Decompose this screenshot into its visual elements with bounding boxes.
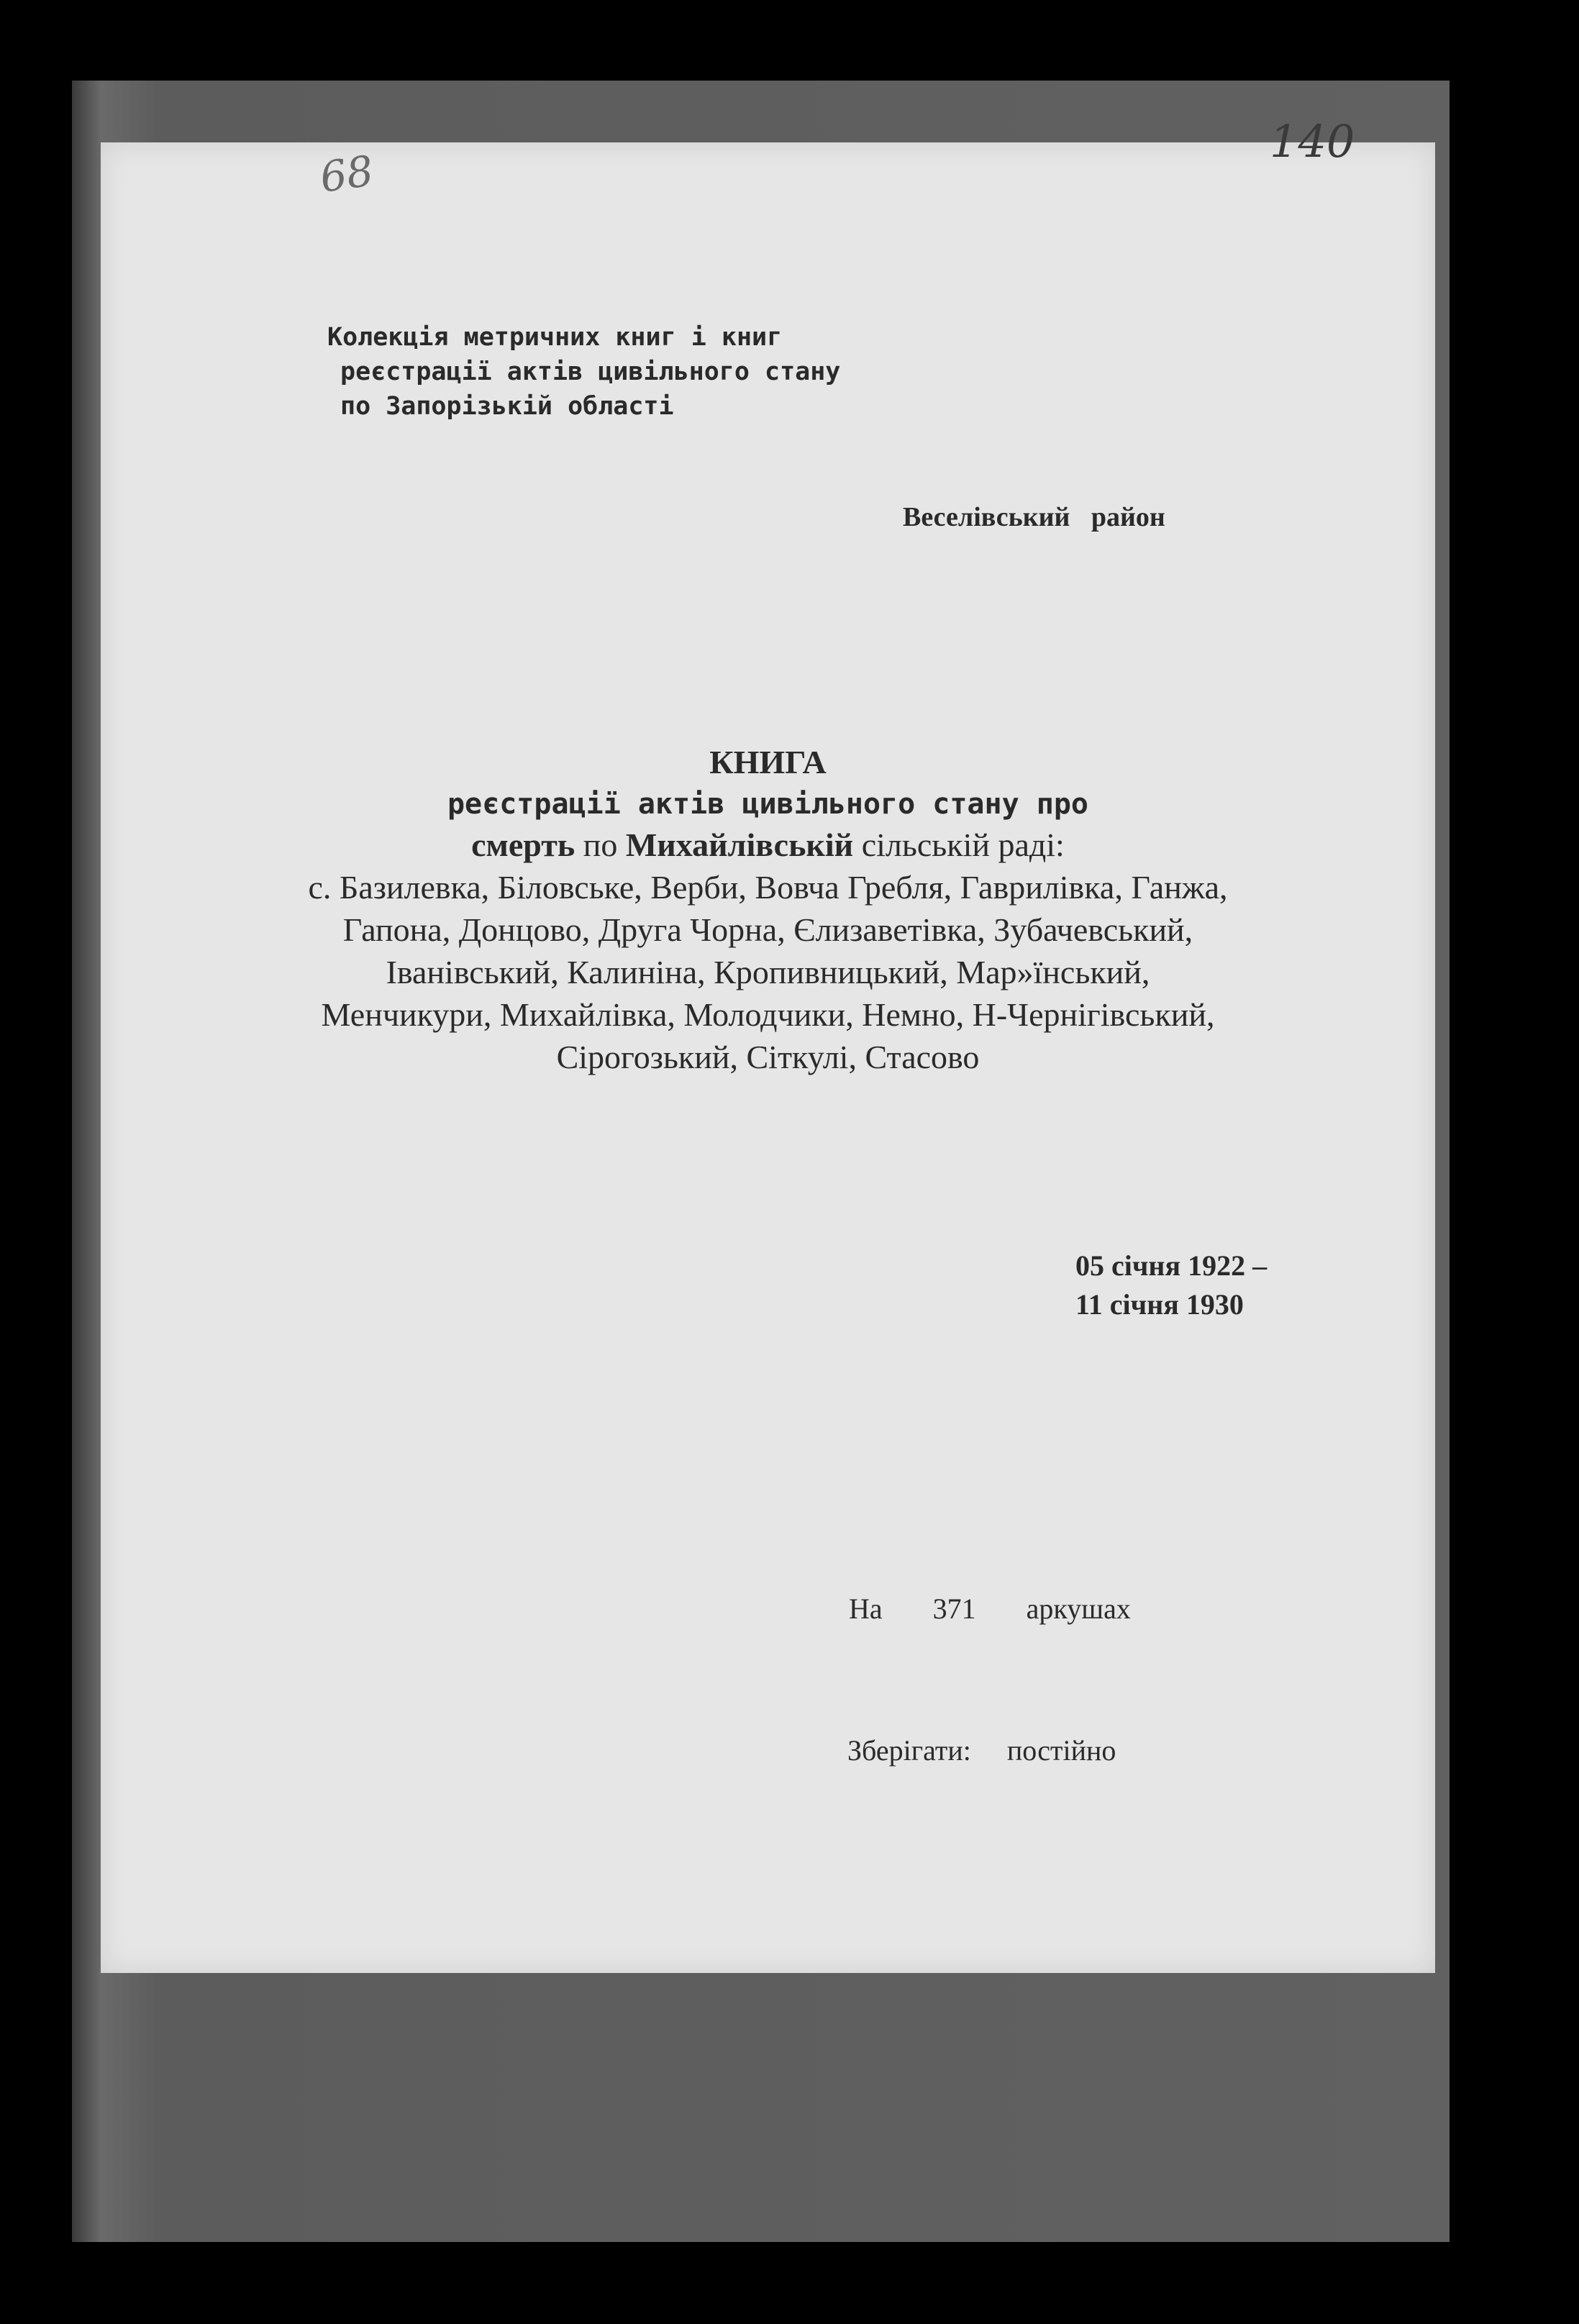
- date-from: 05 січня 1922 –: [1075, 1249, 1268, 1282]
- sheet-count-prefix: На: [849, 1592, 883, 1625]
- collection-line-3: по Запорізькій області: [340, 392, 674, 421]
- village-line: с. Базилевка, Біловське, Верби, Вовча Гребля, Гаврилівка, Ганжа,: [308, 869, 1228, 906]
- district-name: Веселівський район: [903, 502, 1165, 532]
- council-name: Михайлівській: [625, 826, 854, 863]
- village-line: Менчикури, Михайлівка, Молодчики, Немно, Н-Чернігівський,: [321, 996, 1215, 1033]
- storage-value: постійно: [1006, 1734, 1116, 1767]
- storage-label: Зберігати:: [847, 1734, 971, 1767]
- death-word: смерть: [471, 826, 575, 863]
- collection-heading: [327, 320, 840, 424]
- council-suffix: сільській раді:: [861, 826, 1065, 863]
- council-line: [101, 824, 1435, 866]
- sheet-count-suffix: аркушах: [1026, 1592, 1131, 1625]
- collection-line-1: Колекція метричних книг і книг: [327, 323, 783, 352]
- book-title: КНИГА: [709, 744, 827, 780]
- sheet-count: [849, 1592, 1131, 1626]
- village-line: Іванівський, Калиніна, Кропивницький, Мар»їнський,: [386, 954, 1150, 990]
- storage-term: [847, 1733, 1116, 1767]
- collection-line-2: реєстрації актів цивільного стану: [340, 357, 841, 386]
- date-to: 11 січня 1930: [1075, 1288, 1244, 1321]
- sheet-number: 140: [1270, 115, 1355, 168]
- handwritten-number: 68: [317, 146, 377, 202]
- book-subtitle: реєстрації актів цивільного стану про: [447, 788, 1089, 821]
- village-list: [101, 866, 1435, 1078]
- village-line: Сірогозький, Сіткулі, Стасово: [556, 1039, 980, 1075]
- by-word: по: [583, 826, 618, 863]
- village-line: Гапона, Донцово, Друга Чорна, Єлизаветівка, Зубачевський,: [342, 911, 1193, 948]
- book-description: [101, 741, 1435, 1078]
- date-range: [1075, 1247, 1267, 1324]
- sheet-count-value: 371: [932, 1592, 976, 1625]
